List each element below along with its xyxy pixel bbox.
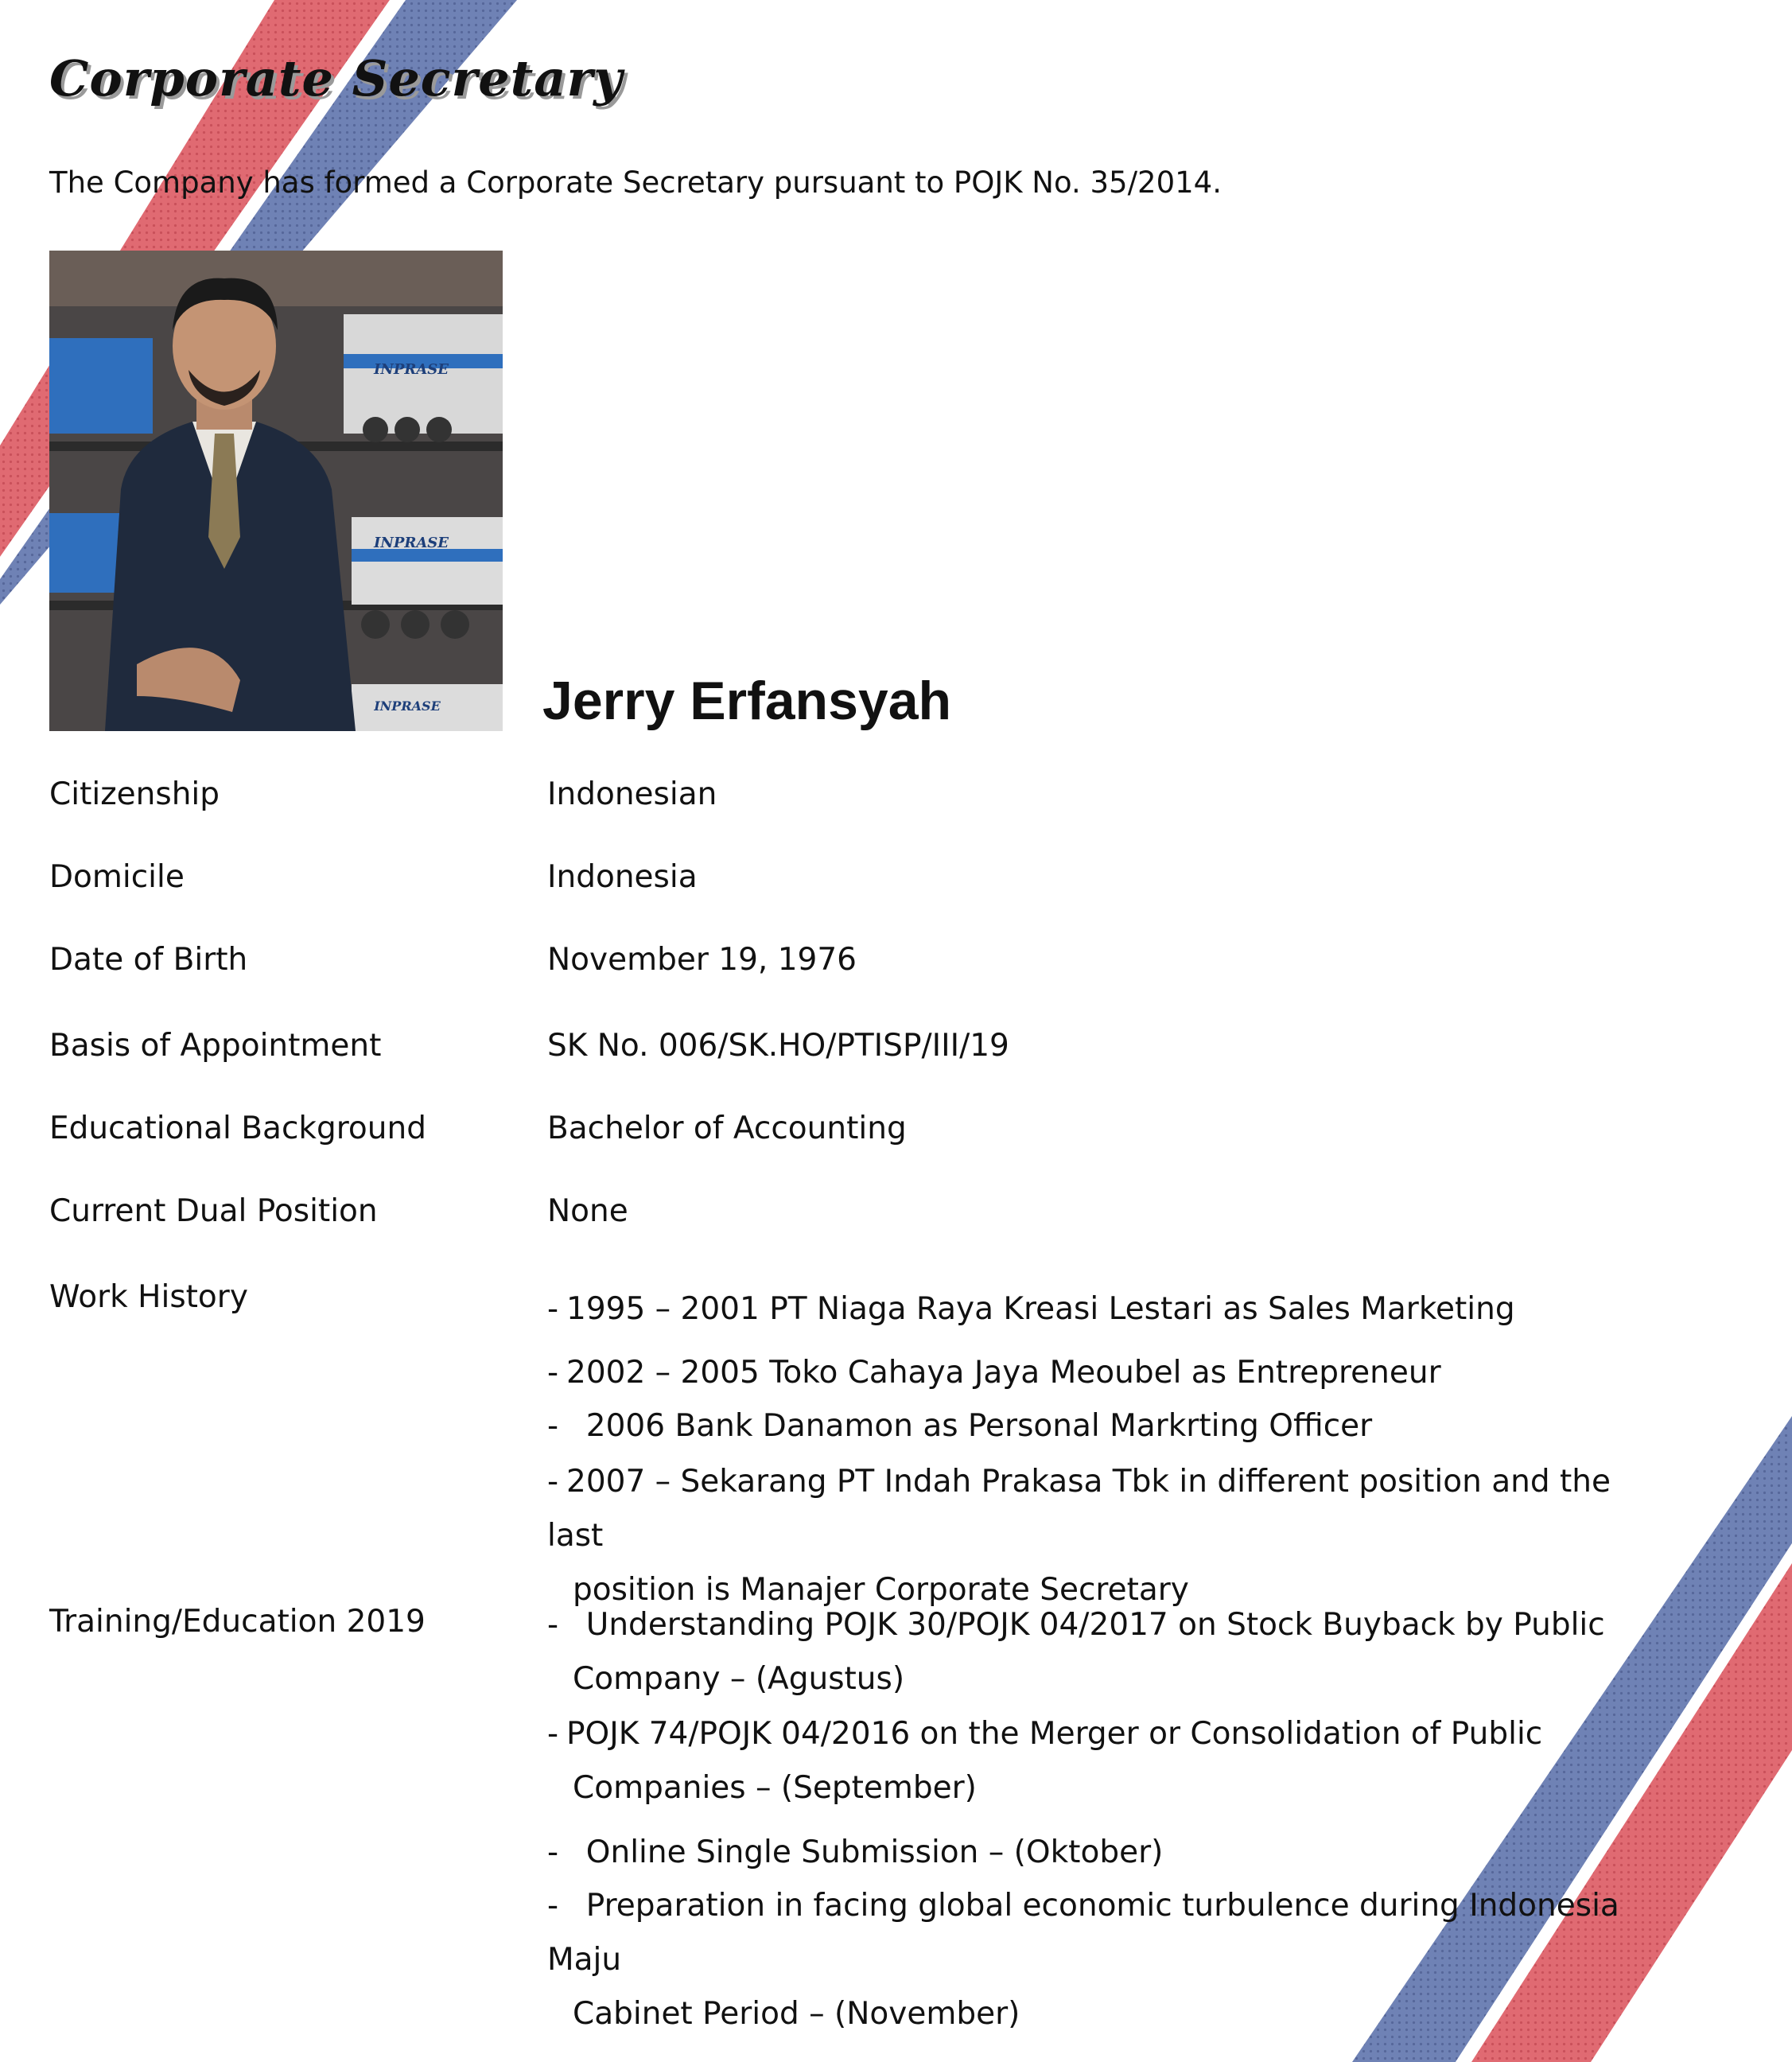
date-of-birth-label: Date of Birth — [49, 942, 248, 978]
svg-text:INPRASE: INPRASE — [373, 361, 449, 378]
educational-background-value: Bachelor of Accounting — [547, 1111, 907, 1146]
citizenship-value: Indonesian — [547, 776, 717, 812]
date-of-birth-value: November 19, 1976 — [547, 942, 857, 978]
basis-of-appointment-label: Basis of Appointment — [49, 1028, 382, 1064]
training-label: Training/Education 2019 — [49, 1604, 426, 1640]
work-history-item: - 1995 – 2001 PT Niaga Raya Kreasi Lestari as Sales Marketing — [547, 1291, 1515, 1327]
intro-text: The Company has formed a Corporate Secretary pursuant to POJK No. 35/2014. — [49, 165, 1222, 200]
svg-text:INPRASE: INPRASE — [373, 535, 449, 551]
current-dual-position-value: None — [547, 1193, 628, 1229]
educational-background-label: Educational Background — [49, 1111, 426, 1146]
domicile-value: Indonesia — [547, 859, 698, 895]
training-item: - Understanding POJK 30/POJK 04/2017 on Stock Buyback by Public Company – (Agustus) — [547, 1607, 1605, 1697]
work-history-item: - 2002 – 2005 Toko Cahaya Jaya Meoubel as Entrepreneur — [547, 1355, 1441, 1391]
work-history-label: Work History — [49, 1279, 248, 1315]
basis-of-appointment-value: SK No. 006/SK.HO/PTISP/III/19 — [547, 1028, 1009, 1064]
current-dual-position-label: Current Dual Position — [49, 1193, 378, 1229]
person-name: Jerry Erfansyah — [542, 671, 952, 731]
profile-photo — [49, 251, 503, 731]
svg-text:INPRASE: INPRASE — [374, 698, 441, 714]
work-history-item: - 2006 Bank Danamon as Personal Markrting Officer — [547, 1408, 1373, 1444]
training-item: - Online Single Submission – (Oktober) — [547, 1834, 1164, 1870]
page-title: Corporate Secretary — [49, 49, 624, 107]
training-item: - POJK 74/POJK 04/2016 on the Merger or Consolidation of Public Companies – (September) — [547, 1716, 1543, 1806]
training-item: - Preparation in facing global economic turbulence during Indonesia Maju Cabinet Period – (November) — [547, 1888, 1619, 2032]
work-history-item: - 2007 – Sekarang PT Indah Prakasa Tbk in different position and the last position is Manajer Corporate Secretary — [547, 1464, 1611, 1608]
domicile-label: Domicile — [49, 859, 185, 895]
citizenship-label: Citizenship — [49, 776, 220, 812]
